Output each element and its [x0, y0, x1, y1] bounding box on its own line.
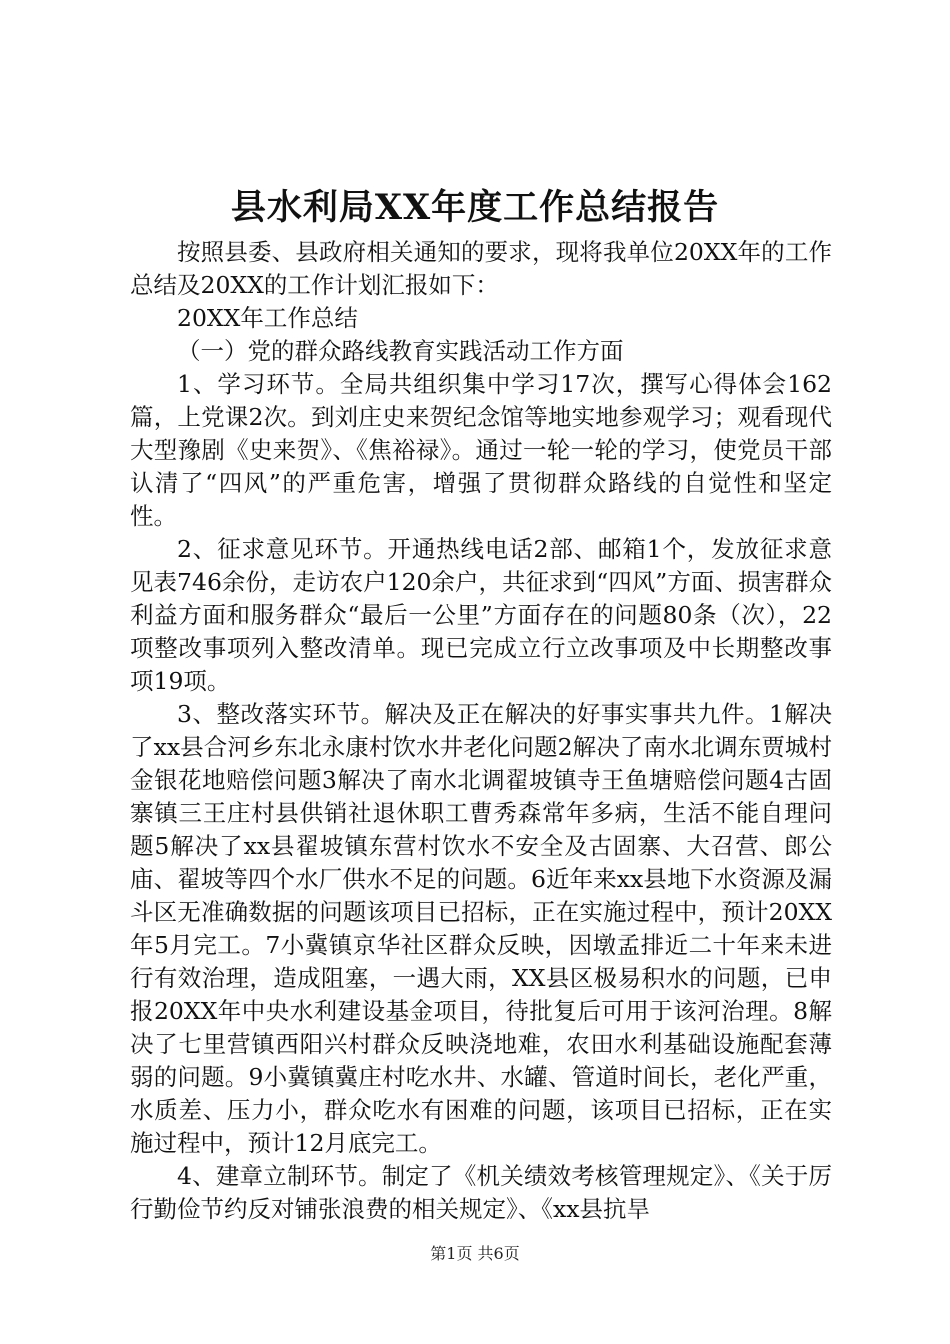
body-paragraph: 1、学习环节。全局共组织集中学习17次，撰写心得体会162篇，上党课2次。到刘庄史来贺纪念馆等地实地参观学习；观看现代大型豫剧《史来贺》、《焦裕禄》。通过一轮一轮的学习，使党员干部认清了“四风”的严重危害，增强了贯彻群众路线的自觉性和坚定性。 [130, 370, 832, 530]
body-paragraph: 4、建章立制环节。制定了《机关绩效考核管理规定》、《关于厉行勤俭节约反对铺张浪费的相关规定》、《xx县抗旱 [130, 1162, 832, 1223]
subsection-heading: （一）党的群众路线教育实践活动工作方面 [177, 337, 624, 365]
section-heading: 20XX年工作总结 [177, 304, 358, 332]
page-number-footer: 第1页 共6页 [430, 1244, 520, 1263]
intro-paragraph: 按照县委、县政府相关通知的要求，现将我单位20XX年的工作总结及20XX的工作计划汇报如下： [130, 238, 832, 299]
document-title: 县水利局XX年度工作总结报告 [230, 187, 720, 228]
document-body [130, 236, 832, 1226]
body-paragraph: 2、征求意见环节。开通热线电话2部、邮箱1个，发放征求意见表746余份，走访农户120余户，共征求到“四风”方面、损害群众利益方面和服务群众“最后一公里”方面存在的问题80条（次），22项整改事项列入整改清单。现已完成立行立改事项及中长期整改事项19项。 [130, 535, 832, 695]
body-paragraph: 3、整改落实环节。解决及正在解决的好事实事共九件。1解决了xx县合河乡东北永康村饮水井老化问题2解决了南水北调东贾城村金银花地赔偿问题3解决了南水北调翟坡镇寺王鱼塘赔偿问题4古固寨镇三王庄村县供销社退休职工曹秀森常年多病，生活不能自理问题5解决了xx县翟坡镇东营村饮水不安全及古固寨、大召营、郎公庙、翟坡等四个水厂供水不足的问题。6近年来xx县地下水资源及漏斗区无准确数据的问题该项目已招标，正在实施过程中，预计20XX年5月完工。7小冀镇京华社区群众反映，因墩孟排近二十年来未进行有效治理，造成阻塞，一遇大雨，XX县区极易积水的问题，已申报20XX年中央水利建设基金项目，待批复后可用于该河治理。8解决了七里营镇西阳兴村群众反映浇地难，农田水利基础设施配套薄弱的问题。9小冀镇冀庄村吃水井、水罐、管道时间长，老化严重，水质差、压力小，群众吃水有困难的问题，该项目已招标，正在实施过程中，预计12月底完工。 [130, 700, 832, 1157]
